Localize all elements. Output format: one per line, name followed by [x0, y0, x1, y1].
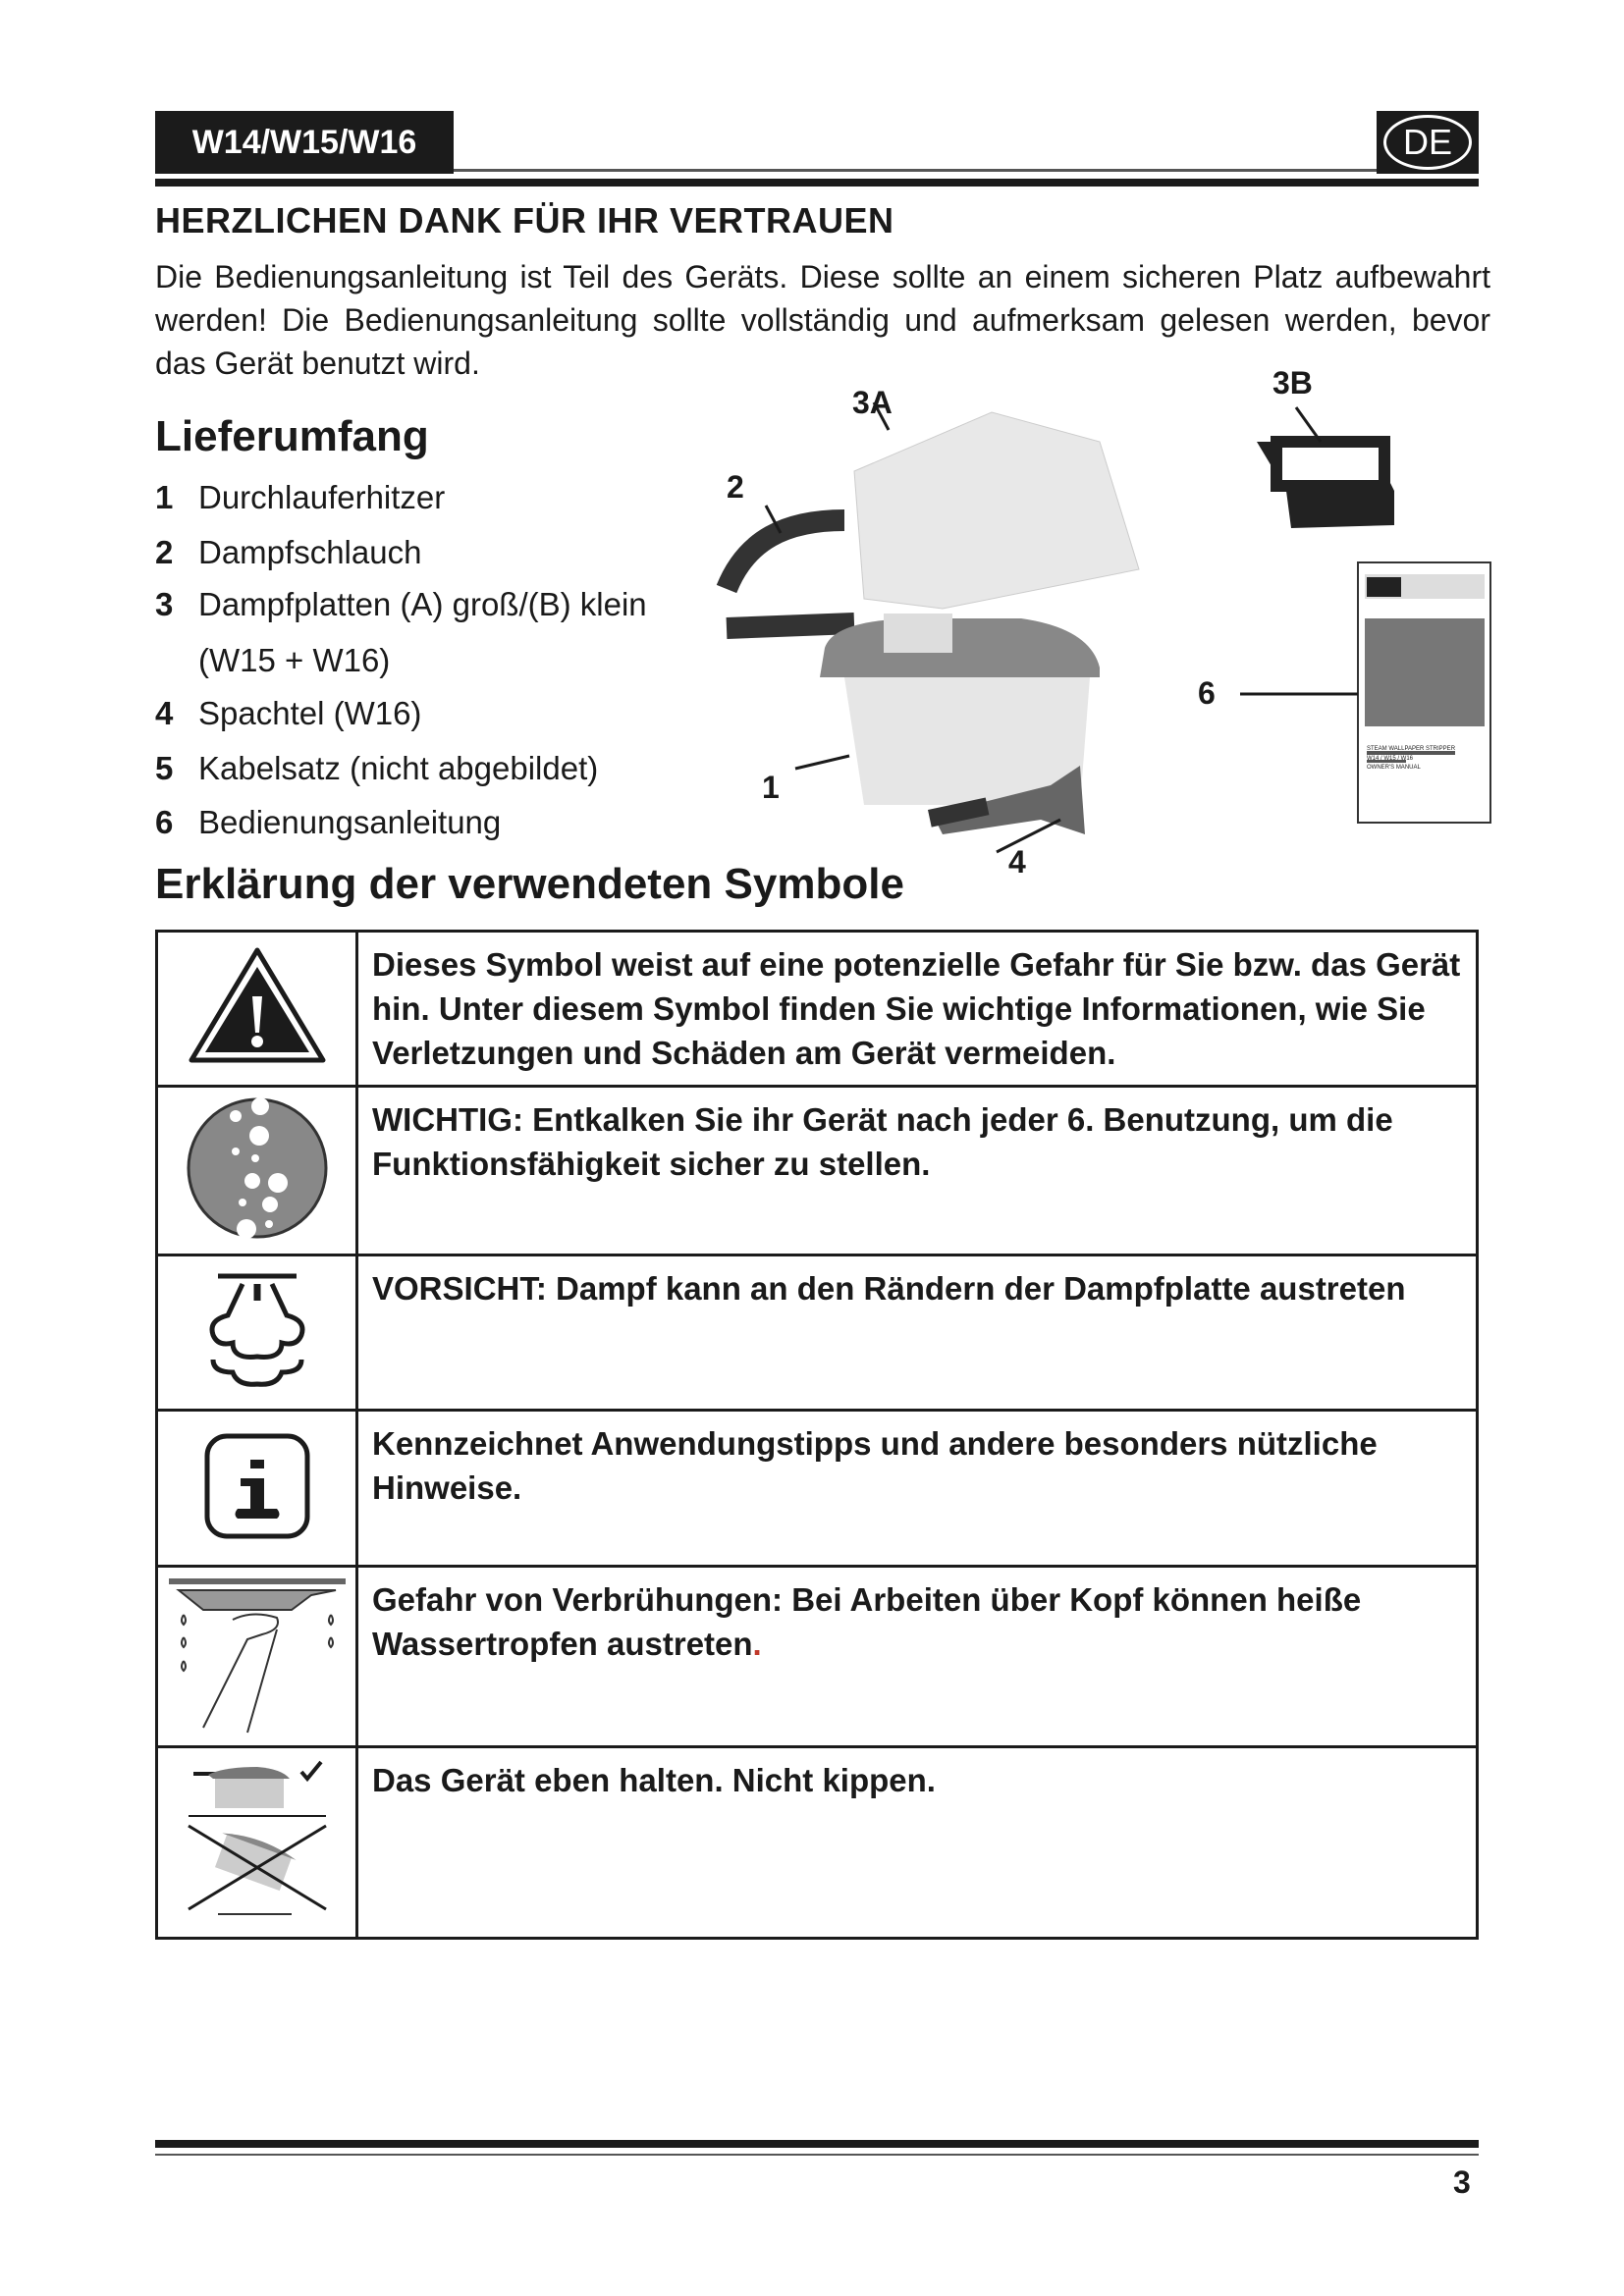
language-badge	[1377, 111, 1479, 174]
header-divider	[454, 169, 1377, 172]
descale-bubbles-icon	[184, 1095, 331, 1242]
product-illustration	[707, 373, 1492, 883]
scope-heading: Lieferumfang	[155, 412, 429, 460]
manual-brand: WAGNER	[1301, 589, 1332, 596]
language-label: DE	[1383, 115, 1472, 170]
manual-title: STEAM WALLPAPER STRIPPER	[1367, 746, 1456, 752]
red-period: .	[752, 1626, 762, 1662]
info-icon	[203, 1432, 311, 1540]
label-4: 4	[1008, 844, 1026, 880]
label-3a: 3A	[852, 385, 893, 420]
symbol-description: Dieses Symbol weist auf eine potenzielle Gefahr für Sie bzw. das Gerät hin. Unter diesem Symbol finden Sie wichtige Informationen, wie Sie Verletzungen und Schäden am Gerät vermeiden.	[357, 932, 1478, 1087]
page-title: HERZLICHEN DANK FÜR IHR VERTRAUEN	[155, 200, 894, 240]
label-2: 2	[727, 469, 744, 505]
steam-plate-small	[1257, 442, 1394, 528]
list-item: 1 Durchlauferhitzer	[155, 479, 446, 515]
table-row	[157, 1747, 1478, 1939]
manual-cover	[1358, 562, 1490, 823]
steam-plate-large	[854, 412, 1139, 609]
steam-cloud-icon	[203, 1266, 311, 1394]
table-row	[157, 1087, 1478, 1255]
symbol-description: Gefahr von Verbrühungen: Bei Arbeiten über Kopf können heiße Wassertropfen austreten.	[357, 1567, 1478, 1747]
label-3b: 3B	[1272, 365, 1313, 400]
manual-models: W14 / W15 / W16	[1367, 756, 1414, 762]
list-item: 5 Kabelsatz (nicht abgebildet)	[155, 750, 599, 786]
hose-illustration	[727, 520, 854, 628]
table-row	[157, 1255, 1478, 1411]
symbols-heading: Erklärung der verwendeten Symbole	[155, 860, 904, 908]
symbols-table	[155, 930, 1479, 1940]
table-row	[157, 932, 1478, 1087]
footer-rule-thin	[155, 2154, 1479, 2156]
model-label: W14/W15/W16	[191, 123, 417, 161]
list-item: 4 Spachtel (W16)	[155, 695, 422, 731]
warning-triangle-icon	[184, 942, 331, 1070]
list-item: 2 Dampfschlauch	[155, 534, 422, 570]
footer-rule	[155, 2140, 1479, 2148]
model-header	[155, 111, 454, 174]
label-6: 6	[1198, 675, 1216, 711]
intro-text: Die Bedienungsanleitung ist Teil des Geräts. Diese sollte an einem sicheren Platz aufbewahrt werden! Die Bedienungsanleitung sollte vollständig und aufmerksam gelesen werden, bevor das Gerät benutzt wird.	[155, 259, 1490, 381]
keep-level-icon	[184, 1757, 331, 1924]
symbol-description: Das Gerät eben halten. Nicht kippen.	[357, 1747, 1478, 1939]
page-number: 3	[1453, 2164, 1471, 2200]
list-item: 3 Dampfplatten (A) groß/(B) klein	[155, 586, 647, 622]
list-item: (W15 + W16)	[198, 642, 391, 678]
label-1: 1	[762, 770, 780, 805]
symbol-description: VORSICHT: Dampf kann an den Rändern der Dampfplatte austreten	[357, 1255, 1478, 1411]
table-row	[157, 1567, 1478, 1747]
manual-subtitle: OWNER'S MANUAL	[1367, 765, 1421, 771]
table-row	[157, 1411, 1478, 1567]
list-item: 6 Bedienungsanleitung	[155, 804, 502, 840]
symbol-description: Kennzeichnet Anwendungstipps und andere besonders nützliche Hinweise.	[357, 1411, 1478, 1567]
header-rule	[155, 179, 1479, 187]
steam-generator	[820, 614, 1100, 805]
symbol-description: WICHTIG: Entkalken Sie ihr Gerät nach jeder 6. Benutzung, um die Funktionsfähigkeit sicher zu stellen.	[357, 1087, 1478, 1255]
hot-drips-hand-icon	[164, 1571, 351, 1737]
